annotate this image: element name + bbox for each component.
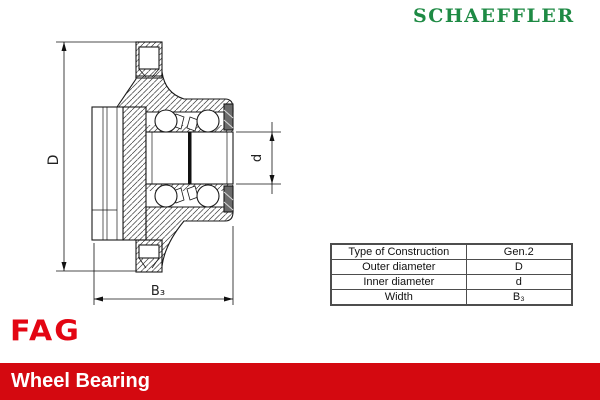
ball-upper-right — [197, 110, 219, 132]
spec-label: Width — [331, 290, 466, 306]
product-title: Wheel Bearing — [11, 370, 150, 392]
spec-value: D — [466, 260, 572, 275]
table-row — [331, 290, 572, 306]
ball-lower-left — [155, 185, 177, 207]
fag-logo: FAG — [10, 314, 81, 349]
spec-table-container — [330, 243, 573, 306]
dim-label-d: d — [250, 153, 265, 163]
spec-label: Inner diameter — [331, 275, 466, 290]
hub-body-section — [123, 107, 146, 240]
spec-table — [330, 243, 573, 306]
spec-value: B₃ — [466, 290, 572, 306]
spec-value: Gen.2 — [466, 244, 572, 260]
dimension-inner-diameter — [236, 122, 281, 194]
dim-label-B3: B₃ — [150, 284, 166, 299]
table-row — [331, 244, 572, 260]
dim-label-D: D — [46, 154, 62, 166]
spec-label: Outer diameter — [331, 260, 466, 275]
table-row — [331, 275, 572, 290]
spec-label: Type of Construction — [331, 244, 466, 260]
ball-upper-left — [155, 110, 177, 132]
wheel-flange-face — [92, 107, 123, 240]
footer-banner — [0, 363, 600, 400]
table-row — [331, 260, 572, 275]
upper-web-section — [117, 72, 233, 112]
top-bolt-hole — [139, 47, 159, 69]
ball-lower-right — [197, 185, 219, 207]
bottom-bolt-hole — [139, 245, 159, 258]
spec-value: d — [466, 275, 572, 290]
hub-cross-section — [92, 42, 233, 272]
schaeffler-logo: SCHAEFFLER — [413, 5, 575, 27]
